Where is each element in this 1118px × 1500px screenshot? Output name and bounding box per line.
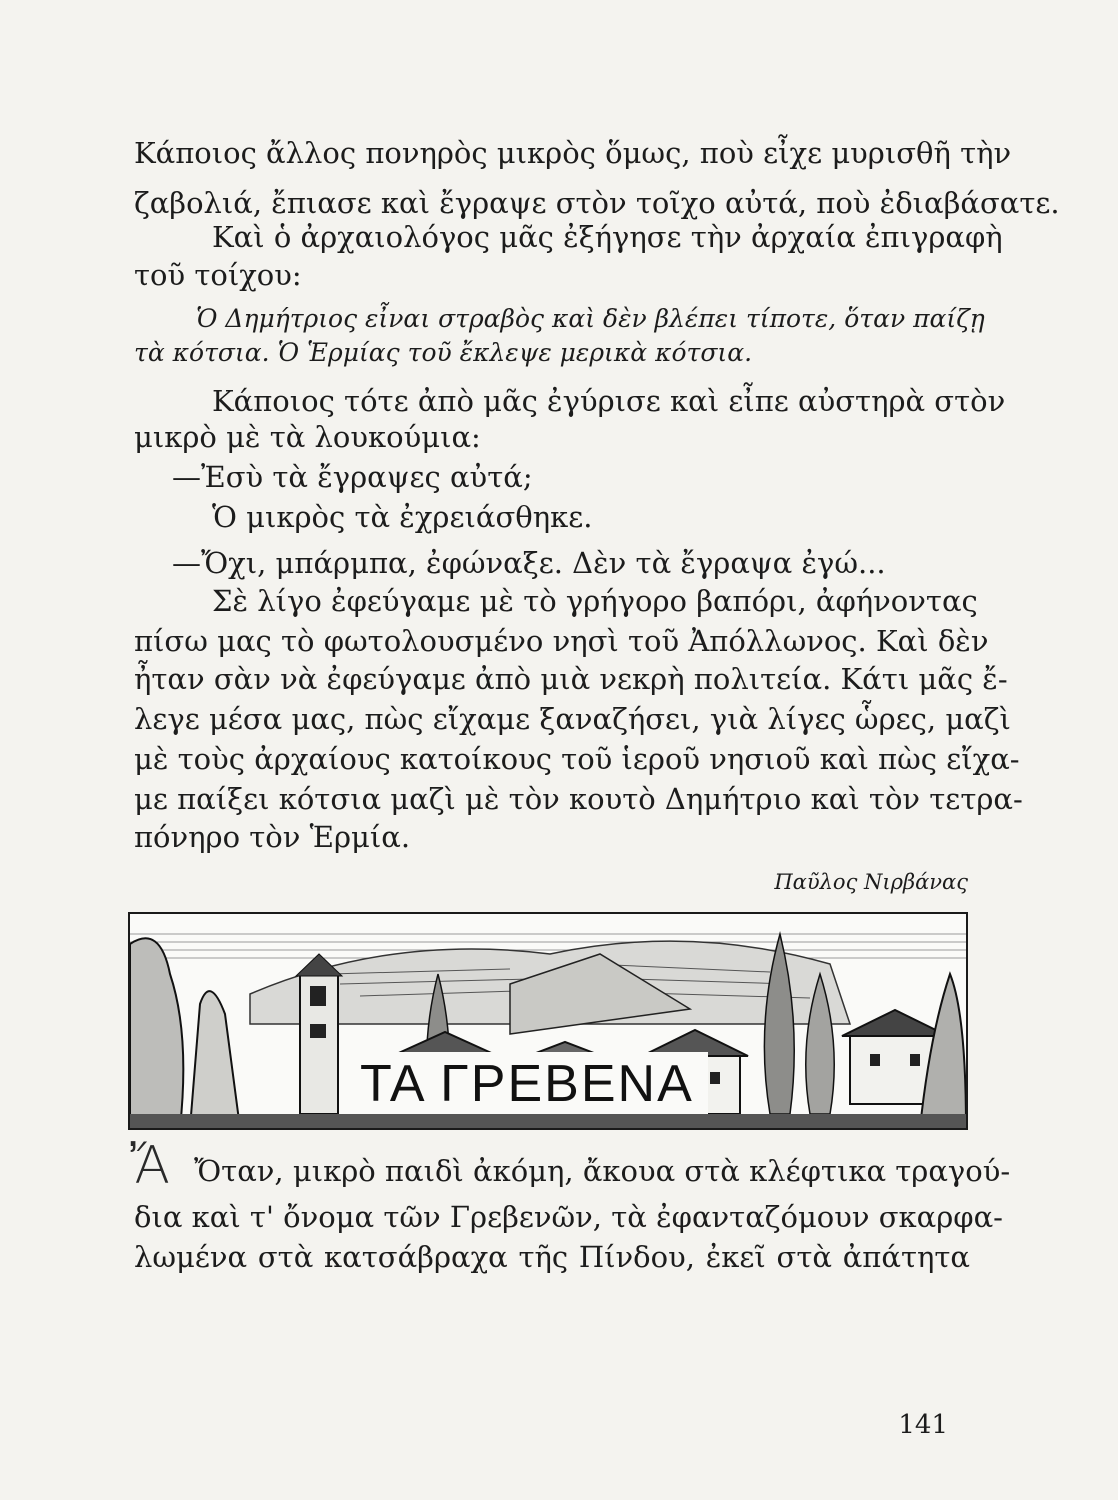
town-illustration bbox=[128, 912, 968, 1130]
text-line: με παίξει κότσια μαζὶ μὲ τὸν κουτὸ Δημήτριο καὶ τὸν τετρα- bbox=[134, 782, 1023, 816]
text-line: λωμένα στὰ κατσάβραχα τῆς Πίνδου, ἐκεῖ στὰ ἀπάτητα bbox=[134, 1240, 970, 1274]
drop-cap: Ἄ bbox=[130, 1136, 170, 1196]
text-line: μὲ τοὺς ἀρχαίους κατοίκους τοῦ ἱεροῦ νησιοῦ καὶ πὼς εἴχα- bbox=[134, 742, 1020, 776]
text-line: Σὲ λίγο ἐφεύγαμε μὲ τὸ γρήγορο βαπόρι, ἀφήνοντας bbox=[212, 584, 978, 618]
text-line: λεγε μέσα μας, πὼς εἴχαμε ξαναζήσει, γιὰ λίγες ὧρες, μαζὶ bbox=[134, 702, 1011, 736]
text-line: ἦταν σὰν νὰ ἐφεύγαμε ἀπὸ μιὰ νεκρὴ πολιτεία. Κάτι μᾶς ἔ- bbox=[134, 662, 1008, 696]
text-line: Ὄταν, μικρὸ παιδὶ ἀκόμη, ἄκουα στὰ κλέφτικα τραγού- bbox=[194, 1154, 1011, 1188]
dialogue-line: Ὁ μικρὸς τὰ ἐχρειάσθηκε. bbox=[212, 500, 593, 534]
text-line: Κάποιος τότε ἀπὸ μᾶς ἐγύρισε καὶ εἶπε αὐστηρὰ στὸν bbox=[212, 384, 1006, 418]
text-line: ζαβολιά, ἔπιασε καὶ ἔγραψε στὸν τοῖχο αὐτά, ποὺ ἐδιαβάσατε. bbox=[134, 186, 1060, 220]
text-line: πίσω μας τὸ φωτολουσμένο νησὶ τοῦ Ἀπόλλωνος. Καὶ δὲν bbox=[134, 624, 989, 658]
text-line: Καὶ ὁ ἀρχαιολόγος μᾶς ἐξήγησε τὴν ἀρχαία ἐπιγραφὴ bbox=[212, 220, 1003, 254]
inscription-line: Ὁ Δημήτριος εἶναι στραβὸς καὶ δὲν βλέπει τίποτε, ὅταν παίζῃ bbox=[196, 304, 985, 333]
dialogue-line: —Ὄχι, μπάρμπα, ἐφώναξε. Δὲν τὰ ἔγραψα ἐγώ... bbox=[172, 546, 886, 580]
illustration-title: ΤΑ ΓΡΕΒΕΝΑ bbox=[346, 1052, 708, 1114]
text-line: πόνηρο τὸν Ἑρμία. bbox=[134, 820, 411, 854]
page-number: 141 bbox=[898, 1410, 948, 1440]
text-line: δια καὶ τ' ὄνομα τῶν Γρεβενῶν, τὰ ἐφανταζόμουν σκαρφα- bbox=[134, 1200, 1003, 1234]
text-line: μικρὸ μὲ τὰ λουκούμια: bbox=[134, 420, 481, 454]
inscription-line: τὰ κότσια. Ὁ Ἑρμίας τοῦ ἔκλεψε μερικὰ κότσια. bbox=[134, 338, 753, 367]
text-line: τοῦ τοίχου: bbox=[134, 258, 302, 292]
dialogue-line: —Ἐσὺ τὰ ἔγραψες αὐτά; bbox=[172, 460, 533, 494]
author-signature: Παῦλος Νιρβάνας bbox=[774, 870, 968, 894]
text-line: Κάποιος ἄλλος πονηρὸς μικρὸς ὅμως, ποὺ εἶχε μυρισθῆ τὴν bbox=[134, 136, 1012, 170]
